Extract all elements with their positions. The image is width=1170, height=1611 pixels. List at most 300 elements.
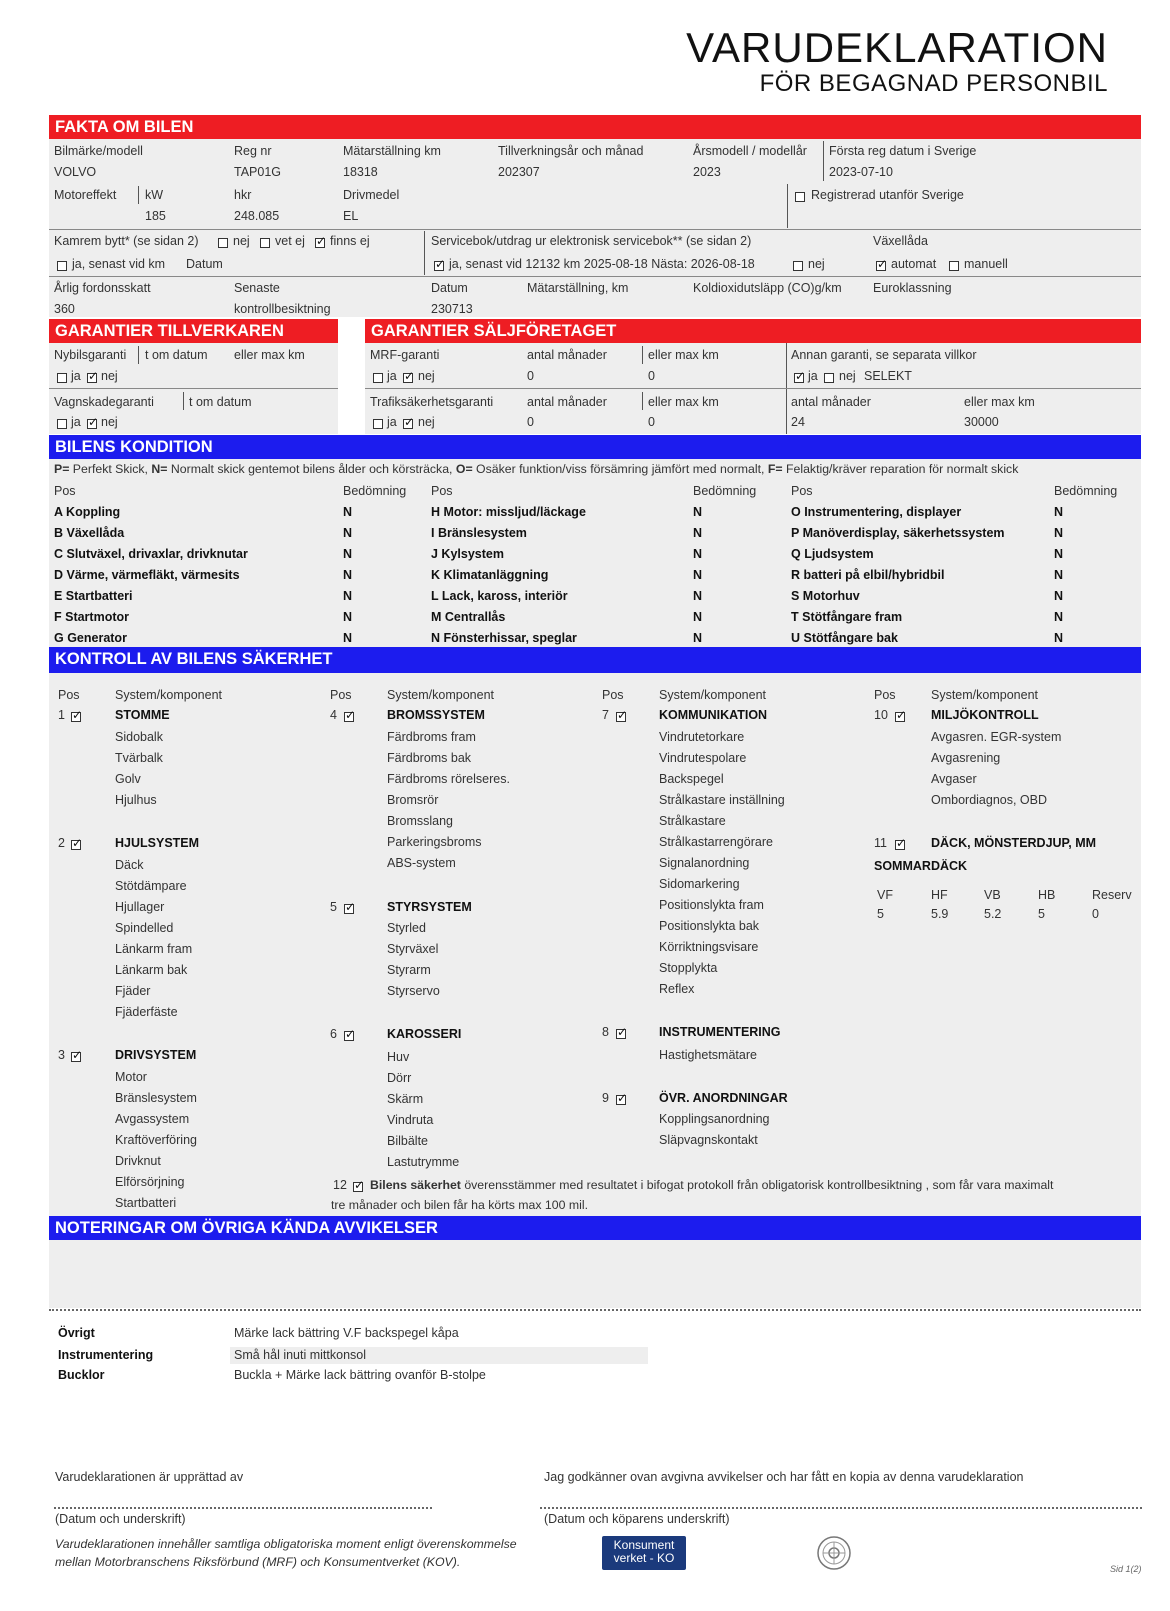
value-forsta-reg: 2023-07-10: [829, 165, 893, 179]
value-arsmodell: 2023: [693, 165, 721, 179]
kondition-item: P Manöverdisplay, säkerhetssystem: [791, 526, 1005, 540]
checkbox-servicebok-ja[interactable]: [434, 261, 444, 271]
checkbox-manuell[interactable]: [949, 261, 959, 271]
checkbox-styrsystem[interactable]: [344, 904, 354, 914]
label-servicebok: Servicebok/utdrag ur elektronisk servicebok** (se sidan 2): [431, 234, 752, 248]
dack-value-vb: 5.2: [984, 907, 1002, 921]
sakerhet-bold: Bilens säkerhet: [370, 1178, 461, 1192]
component-item: Avgassystem: [115, 1112, 190, 1126]
component-item: Parkeringsbroms: [387, 835, 482, 849]
dotted-separator: [49, 1309, 1141, 1311]
row-divider: [49, 388, 338, 389]
component-item: Avgasrening: [931, 751, 1001, 765]
label-kontrollbesiktning: kontrollbesiktning: [234, 302, 331, 316]
kondition-item: K Klimatanläggning: [431, 568, 549, 582]
row-divider: [365, 388, 1141, 389]
legend-key: N=: [151, 462, 168, 476]
kontroll-sys-header: System/komponent: [387, 688, 494, 702]
footer-upprattad-label: Varudeklarationen är upprättad av: [55, 1470, 244, 1484]
kondition-pos-header: Pos: [791, 484, 813, 498]
note-label: Instrumentering: [58, 1348, 154, 1362]
kontroll-pos-header: Pos: [874, 688, 896, 702]
component-item: Strålkastarrengörare: [659, 835, 773, 849]
group-title: DRIVSYSTEM: [115, 1048, 197, 1062]
value-bilmarke: VOLVO: [54, 165, 97, 179]
checkbox-nybil-ja[interactable]: [57, 373, 67, 383]
label-mrf-antal: antal månader: [527, 348, 607, 362]
label-manuell: manuell: [964, 257, 1008, 271]
kondition-value: N: [693, 505, 703, 519]
value-trafik-antal: 0: [527, 415, 534, 429]
page-number: Sid 1(2): [1110, 1564, 1142, 1574]
component-item: Hjullager: [115, 900, 165, 914]
row-divider: [49, 229, 1141, 230]
label-servicebok-nej: nej: [808, 257, 825, 271]
legend-text: Osäker funktion/viss försämring jämfört med normalt,: [472, 462, 768, 476]
note-label: Bucklor: [58, 1368, 105, 1382]
component-item: Vindruta: [387, 1113, 434, 1127]
kondition-item: T Stötfångare fram: [791, 610, 903, 624]
legend-key: F=: [767, 462, 783, 476]
group-title: KOMMUNIKATION: [659, 708, 768, 722]
value-hkr: 248.085: [234, 209, 280, 223]
component-item: Huv: [387, 1050, 410, 1064]
checkbox-dack[interactable]: [895, 840, 905, 850]
signature-line-seller[interactable]: [54, 1507, 432, 1509]
label-forsta-reg: Första reg datum i Sverige: [829, 144, 977, 158]
footer-godkannande-label: Jag godkänner ovan avgivna avvikelser och har fått en kopia av denna varudeklaration: [544, 1470, 1024, 1484]
group-title: HJULSYSTEM: [115, 836, 200, 850]
checkbox-reg-utanfor[interactable]: [795, 192, 805, 202]
checkbox-bromssystem[interactable]: [344, 712, 354, 722]
component-item: Färdbroms rörelseres.: [387, 772, 510, 786]
kondition-value: N: [1054, 568, 1064, 582]
checkbox-sakerhet[interactable]: [353, 1182, 363, 1192]
kondition-item: I Bränslesystem: [431, 526, 527, 540]
component-item: Startbatteri: [115, 1196, 177, 1210]
kondition-value: N: [693, 547, 703, 561]
konsumentverket-logo: [602, 1536, 686, 1570]
legend-key: P=: [54, 462, 70, 476]
component-item: Vindrutespolare: [659, 751, 747, 765]
section-garanti-salj-header: GARANTIER SÄLJFÖRETAGET: [365, 319, 1141, 343]
component-item: Positionslykta fram: [659, 898, 764, 912]
kontroll-sys-header: System/komponent: [115, 688, 222, 702]
kontroll-pos-header: Pos: [58, 688, 80, 702]
checkbox-nybil-nej[interactable]: [87, 373, 97, 383]
value-servicebok-ja: ja, senast vid 12132 km 2025-08-18 Nästa: 2026-08-18: [449, 257, 755, 271]
kontroll-pos-header: Pos: [602, 688, 624, 702]
label-drivmedel: Drivmedel: [343, 188, 400, 202]
component-item: Reflex: [659, 982, 695, 996]
label-kamrem: Kamrem bytt* (se sidan 2): [54, 234, 199, 248]
section-kontroll-header: KONTROLL AV BILENS SÄKERHET: [49, 647, 1141, 673]
component-item: Kopplingsanordning: [659, 1112, 770, 1126]
legend-text: Felaktig/kräver reparation för normalt skick: [782, 462, 1019, 476]
value-tillverkningsar: 202307: [498, 165, 540, 179]
document-title: VARUDEKLARATION: [686, 24, 1108, 71]
component-item: Strålkastare: [659, 814, 726, 828]
label-mrf-maxkm: eller max km: [648, 348, 719, 362]
footer-sign-right: (Datum och köparens underskrift): [544, 1512, 730, 1526]
checkbox-kamrem-nej[interactable]: [218, 238, 228, 248]
group-title: ÖVR. ANORDNINGAR: [659, 1091, 788, 1105]
component-item: Positionslykta bak: [659, 919, 760, 933]
label-vagn-tom: t om datum: [189, 395, 252, 409]
kondition-item: D Värme, värmefläkt, värmesits: [54, 568, 240, 582]
value-annan-km: 30000: [964, 415, 999, 429]
label-kw: kW: [145, 188, 164, 202]
value-mrf-km: 0: [648, 369, 655, 383]
component-item: Färdbroms bak: [387, 751, 472, 765]
group-number: 5: [330, 900, 337, 914]
value-fordonsskatt: 360: [54, 302, 75, 316]
component-item: Signalanordning: [659, 856, 750, 870]
divider: [183, 392, 184, 410]
section-noteringar-header: NOTERINGAR OM ÖVRIGA KÄNDA AVVIKELSER: [49, 1216, 1141, 1240]
checkbox-stomme[interactable]: [71, 712, 81, 722]
label-tillverkningsar: Tillverkningsår och månad: [498, 144, 644, 158]
sakerhet-text-2: tre månader och bilen får ha körts max 100 mil.: [331, 1198, 588, 1212]
kontroll-sys-header: System/komponent: [931, 688, 1038, 702]
kondition-item: H Motor: missljud/läckage: [431, 505, 586, 519]
kondition-item: U Stötfångare bak: [791, 631, 898, 645]
note-text: Märke lack bättring V.F backspegel kåpa: [234, 1326, 459, 1340]
kondition-value: N: [343, 631, 353, 645]
label-annan-maxkm: eller max km: [964, 395, 1035, 409]
kondition-value: N: [343, 589, 353, 603]
component-item: Styrservo: [387, 984, 440, 998]
checkbox-drivsystem[interactable]: [71, 1052, 81, 1062]
label-trafik-nej: nej: [418, 415, 435, 429]
component-item: Länkarm fram: [115, 942, 193, 956]
divider: [823, 141, 824, 181]
checkbox-annan-nej[interactable]: [824, 373, 834, 383]
note-text: Buckla + Märke lack bättring ovanför B-stolpe: [234, 1368, 486, 1382]
component-item: Kraftöverföring: [115, 1133, 197, 1147]
checkbox-mrf-nej[interactable]: [403, 373, 413, 383]
dack-header-hf: HF: [931, 888, 948, 902]
component-item: Bränslesystem: [115, 1091, 197, 1105]
kondition-item: J Kylsystem: [431, 547, 504, 561]
label-kb-datum: Datum: [431, 281, 468, 295]
component-item: Styrarm: [387, 963, 431, 977]
kondition-value: N: [693, 631, 703, 645]
component-item: Tvärbalk: [115, 751, 163, 765]
label-bilmarke: Bilmärke/modell: [54, 144, 143, 158]
label-kb-matar: Mätarställning, km: [527, 281, 629, 295]
group-number: 4: [330, 708, 337, 722]
component-item: Däck: [115, 858, 144, 872]
checkbox-servicebok-nej[interactable]: [793, 261, 803, 271]
kondition-value: N: [1054, 610, 1064, 624]
label-trafik-maxkm: eller max km: [648, 395, 719, 409]
component-item: Drivknut: [115, 1154, 161, 1168]
kondition-value: N: [1054, 526, 1064, 540]
value-drivmedel: EL: [343, 209, 359, 223]
group-title: MILJÖKONTROLL: [931, 708, 1039, 722]
row-divider: [49, 276, 1141, 277]
note-label: Övrigt: [58, 1326, 95, 1340]
label-vagn-nej: nej: [101, 415, 118, 429]
label-annan-garanti: Annan garanti, se separata villkor: [791, 348, 977, 362]
checkbox-hjulsystem[interactable]: [71, 840, 81, 850]
dack-header-hb: HB: [1038, 888, 1056, 902]
sakerhet-text-1: överensstämmer med resultatet i bifogat protokoll från obligatorisk kontrollbesiktning , som får vara maximalt: [460, 1178, 1054, 1192]
label-fordonsskatt: Årlig fordonsskatt: [54, 281, 151, 295]
component-item: Dörr: [387, 1071, 412, 1085]
kondition-item: C Slutväxel, drivaxlar, drivknutar: [54, 547, 248, 561]
kontroll-sys-header: System/komponent: [659, 688, 766, 702]
value-kb-datum: 230713: [431, 302, 473, 316]
kondition-value: N: [693, 610, 703, 624]
kondition-item: F Startmotor: [54, 610, 129, 624]
kontroll-pos-header: Pos: [330, 688, 352, 702]
checkbox-automat[interactable]: [876, 261, 886, 271]
component-item: Körriktningsvisare: [659, 940, 759, 954]
component-item: Färdbroms fram: [387, 730, 476, 744]
value-matarstallning: 18318: [343, 165, 378, 179]
component-item: Avgasren. EGR-system: [931, 730, 1062, 744]
checkbox-kamrem-ja[interactable]: [57, 261, 67, 271]
value-annan-antal: 24: [791, 415, 805, 429]
component-item: Fjäderfäste: [115, 1005, 178, 1019]
checkbox-trafik-nej[interactable]: [403, 419, 413, 429]
label-co2: Koldioxidutsläpp (CO)g/km: [693, 281, 842, 295]
label-nybil-ja: ja: [71, 369, 81, 383]
component-item: Hastighetsmätare: [659, 1048, 757, 1062]
group-number: 2: [58, 836, 65, 850]
dack-header-vf: VF: [877, 888, 893, 902]
checkbox-vagn-nej[interactable]: [87, 419, 97, 429]
kov-line-2: verket - KO: [613, 1551, 675, 1565]
label-vagnskadegaranti: Vagnskadegaranti: [54, 395, 154, 409]
group-title: BROMSSYSTEM: [387, 708, 485, 722]
label-vaxellada: Växellåda: [873, 234, 928, 248]
component-item: Strålkastare inställning: [659, 793, 785, 807]
dack-header-vb: VB: [984, 888, 1001, 902]
component-item: Länkarm bak: [115, 963, 188, 977]
component-item: Avgaser: [931, 772, 977, 786]
label-mrf-ja: ja: [387, 369, 397, 383]
checkbox-karosseri[interactable]: [344, 1031, 354, 1041]
label-kamrem-finns-ej: finns ej: [330, 234, 370, 248]
legend-key: O=: [455, 462, 473, 476]
group-number: 6: [330, 1027, 337, 1041]
component-item: Stötdämpare: [115, 879, 187, 893]
divider: [642, 392, 643, 410]
kondition-item: B Växellåda: [54, 526, 125, 540]
kondition-pos-header: Pos: [54, 484, 76, 498]
value-kw: 185: [145, 209, 166, 223]
kondition-item: N Fönsterhissar, speglar: [431, 631, 577, 645]
component-item: Bilbälte: [387, 1134, 428, 1148]
kondition-value: N: [693, 526, 703, 540]
label-reg-utanfor: Registrerad utanför Sverige: [811, 188, 964, 202]
kondition-item: R batteri på elbil/hybridbil: [791, 568, 945, 582]
checkbox-instrumentering[interactable]: [616, 1029, 626, 1039]
checkbox-annan-ja[interactable]: [794, 373, 804, 383]
label-trafik-garanti: Trafiksäkerhetsgaranti: [370, 395, 494, 409]
kondition-value: N: [1054, 589, 1064, 603]
signature-line-buyer[interactable]: [540, 1507, 1142, 1509]
kondition-legend: [54, 462, 1018, 477]
group-title: INSTRUMENTERING: [659, 1025, 781, 1039]
kondition-bed-header: Bedömning: [1054, 484, 1118, 498]
note-text: Små hål inuti mittkonsol: [234, 1348, 367, 1362]
group-title: STYRSYSTEM: [387, 900, 472, 914]
checkbox-ovr-anordningar[interactable]: [616, 1095, 626, 1105]
section-fakta-header: FAKTA OM BILEN: [49, 115, 1141, 139]
label-kamrem-datum: Datum: [186, 257, 223, 271]
divider: [787, 184, 788, 228]
value-mrf-antal: 0: [527, 369, 534, 383]
checkbox-kommunikation[interactable]: [616, 712, 626, 722]
group-number: 12: [333, 1178, 347, 1192]
label-kamrem-ja: ja, senast vid km: [72, 257, 166, 271]
kondition-value: N: [1054, 547, 1064, 561]
kondition-value: N: [693, 589, 703, 603]
label-annan-nej: nej: [839, 369, 856, 383]
label-hkr: hkr: [234, 188, 252, 202]
group-number: 3: [58, 1048, 65, 1062]
label-trafik-antal: antal månader: [527, 395, 607, 409]
component-item: Sidobalk: [115, 730, 163, 744]
footer-sign-left: (Datum och underskrift): [55, 1512, 186, 1526]
kondition-value: N: [693, 568, 703, 582]
kondition-item: O Instrumentering, displayer: [791, 505, 962, 519]
kondition-item: M Centrallås: [431, 610, 506, 624]
dack-header-reserv: Reserv: [1092, 888, 1132, 902]
checkbox-kamrem-vet-ej[interactable]: [260, 238, 270, 248]
group-number: 8: [602, 1025, 609, 1039]
checkbox-miljokontroll[interactable]: [895, 712, 905, 722]
footer-note-1: Varudeklarationen innehåller samtliga obligatoriska moment enligt överenskommelse: [55, 1537, 517, 1551]
mrf-seal-icon: [812, 1535, 856, 1571]
group-number: 1: [58, 708, 65, 722]
kov-line-1: Konsument: [613, 1538, 675, 1552]
label-nybil-nej: nej: [101, 369, 118, 383]
label-euroklass: Euroklassning: [873, 281, 952, 295]
label-regnr: Reg nr: [234, 144, 272, 158]
label-matarstallning: Mätarställning km: [343, 144, 441, 158]
kondition-value: N: [1054, 631, 1064, 645]
value-trafik-km: 0: [648, 415, 655, 429]
group-number: 9: [602, 1091, 609, 1105]
label-arsmodell: Årsmodell / modellår: [693, 144, 807, 158]
kondition-item: A Koppling: [54, 505, 121, 519]
component-item: Motor: [115, 1070, 147, 1084]
label-nybilsgaranti: Nybilsgaranti: [54, 348, 127, 362]
kondition-bed-header: Bedömning: [343, 484, 407, 498]
footer-note-2: mellan Motorbranschens Riksförbund (MRF) och Konsumentverket (KOV).: [55, 1555, 461, 1569]
component-item: Bromsrör: [387, 793, 439, 807]
component-item: Styrled: [387, 921, 426, 935]
dack-value-hf: 5.9: [931, 907, 949, 921]
component-item: Stopplykta: [659, 961, 718, 975]
dack-value-vf: 5: [877, 907, 884, 921]
component-item: Skärm: [387, 1092, 424, 1106]
kondition-value: N: [343, 610, 353, 624]
noteringar-panel: [49, 1240, 1141, 1308]
kondition-bed-header: Bedömning: [693, 484, 757, 498]
component-item: Bromsslang: [387, 814, 453, 828]
checkbox-mrf-ja[interactable]: [373, 373, 383, 383]
divider: [642, 346, 643, 364]
divider: [138, 186, 139, 204]
legend-text: Normalt skick gentemot bilens ålder och körsträcka,: [167, 462, 456, 476]
value-regnr: TAP01G: [234, 165, 282, 179]
dack-subtitle: SOMMARDÄCK: [874, 859, 968, 873]
kondition-item: Q Ljudsystem: [791, 547, 874, 561]
group-title: KAROSSERI: [387, 1027, 462, 1041]
divider: [424, 231, 425, 275]
kondition-item: E Startbatteri: [54, 589, 133, 603]
label-kamrem-nej: nej: [233, 234, 250, 248]
component-item: Hjulhus: [115, 793, 157, 807]
label-mrf-nej: nej: [418, 369, 435, 383]
label-automat: automat: [891, 257, 937, 271]
divider: [138, 346, 139, 364]
component-item: Backspegel: [659, 772, 724, 786]
legend-text: Perfekt Skick,: [69, 462, 152, 476]
kondition-value: N: [343, 547, 353, 561]
kondition-value: N: [1054, 505, 1064, 519]
label-motoreffekt: Motoreffekt: [54, 188, 117, 202]
component-item: Vindrutetorkare: [659, 730, 745, 744]
group-title: DÄCK, MÖNSTERDJUP, MM: [931, 836, 1097, 850]
component-item: ABS-system: [387, 856, 456, 870]
group-number: 7: [602, 708, 609, 722]
label-annan-ja: ja: [808, 369, 818, 383]
checkbox-kamrem-finns-ej[interactable]: [315, 238, 325, 248]
sakerhet-text: [370, 1178, 1053, 1193]
label-nybil-tom: t om datum: [145, 348, 208, 362]
label-kamrem-vet-ej: vet ej: [275, 234, 305, 248]
document-subtitle: FÖR BEGAGNAD PERSONBIL: [759, 70, 1108, 97]
component-item: Sidomarkering: [659, 877, 740, 891]
component-item: Spindelled: [115, 921, 174, 935]
label-mrf-garanti: MRF-garanti: [370, 348, 440, 362]
component-item: Golv: [115, 772, 141, 786]
kondition-value: N: [343, 568, 353, 582]
label-senaste: Senaste: [234, 281, 280, 295]
component-item: Ombordiagnos, OBD: [931, 793, 1048, 807]
label-trafik-ja: ja: [387, 415, 397, 429]
kondition-item: S Motorhuv: [791, 589, 860, 603]
kondition-value: N: [343, 505, 353, 519]
kondition-value: N: [343, 526, 353, 540]
component-item: Lastutrymme: [387, 1155, 460, 1169]
value-annan-garanti: SELEKT: [864, 369, 912, 383]
label-annan-antal: antal månader: [791, 395, 871, 409]
label-vagn-ja: ja: [71, 415, 81, 429]
dack-value-reserv: 0: [1092, 907, 1099, 921]
label-nybil-maxkm: eller max km: [234, 348, 305, 362]
group-title: STOMME: [115, 708, 170, 722]
kondition-item: L Lack, kaross, interiör: [431, 589, 568, 603]
section-garanti-tillverkare-header: GARANTIER TILLVERKAREN: [49, 319, 338, 343]
component-item: Styrväxel: [387, 942, 439, 956]
group-number: 10: [874, 708, 888, 722]
kondition-item: G Generator: [54, 631, 127, 645]
component-item: Fjäder: [115, 984, 151, 998]
checkbox-trafik-ja[interactable]: [373, 419, 383, 429]
checkbox-vagn-ja[interactable]: [57, 419, 67, 429]
group-number: 11: [874, 836, 887, 850]
section-kondition-header: BILENS KONDITION: [49, 435, 1141, 459]
kondition-pos-header: Pos: [431, 484, 453, 498]
